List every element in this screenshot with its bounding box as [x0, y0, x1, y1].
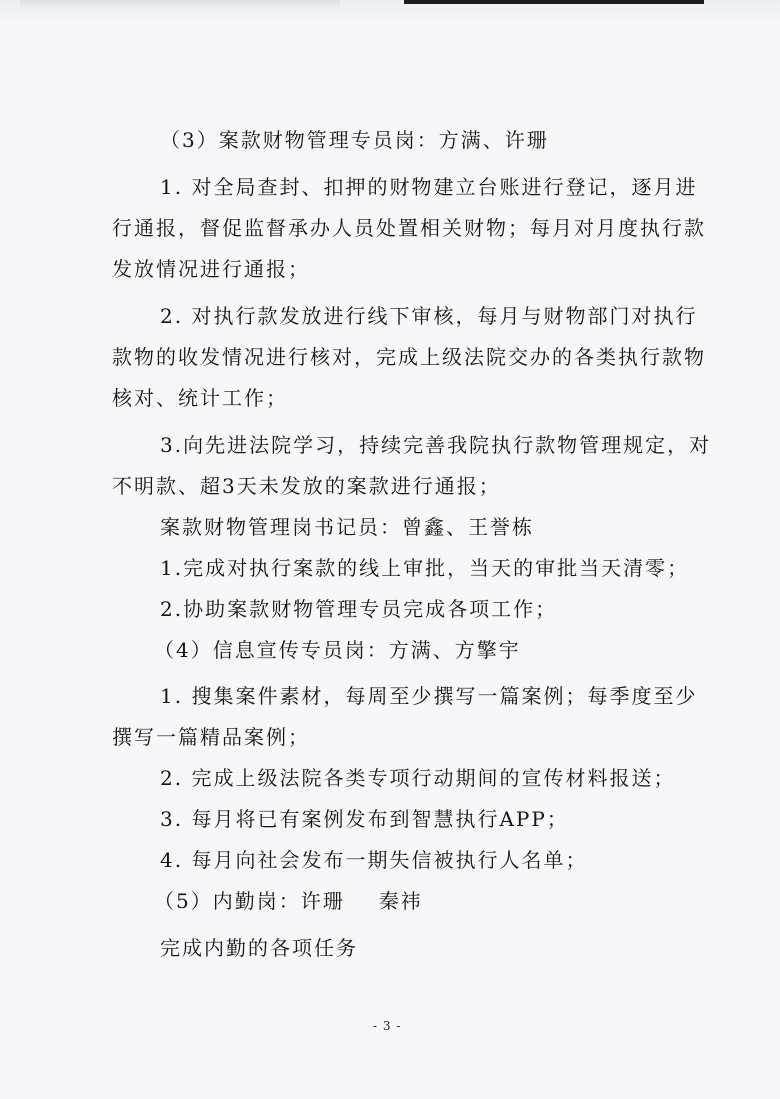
paragraph-line-16: 3. 每月将已有案例发布到智慧执行APP； — [160, 807, 569, 831]
paragraph-line-17: 4. 每月向社会发布一期失信被执行人名单； — [160, 848, 588, 872]
section-heading-5-title: （5）内勤岗：许珊 — [154, 889, 345, 913]
paragraph-line-15: 2. 完成上级法院各类专项行动期间的宣传材料报送； — [160, 766, 676, 790]
paragraph-line-1: 1. 对全局查封、扣押的财物建立台账进行登记，逐月进 — [160, 175, 698, 199]
paragraph-line-8: 不明款、超3天未发放的案款进行通报； — [112, 474, 501, 498]
scan-top-shadow — [20, 0, 340, 10]
section-heading-5 — [154, 885, 423, 917]
paragraph-line-2: 行通报，督促监督承办人员处置相关财物；每月对月度执行款 — [112, 216, 706, 240]
scan-top-edge — [404, 0, 704, 4]
paragraph-line-20: 完成内勤的各项任务 — [160, 936, 358, 960]
paragraph-line-5: 款物的收发情况进行核对，完成上级法院交办的各类执行款物 — [112, 345, 706, 369]
paragraph-line-4: 2. 对执行款发放进行线下审核，每月与财物部门对执行 — [160, 304, 698, 328]
paragraph-line-3: 发放情况进行通报； — [112, 257, 310, 281]
section-heading-4: （4）信息宣传专员岗：方满、方擎宇 — [154, 638, 521, 662]
paragraph-line-6: 核对、统计工作； — [112, 386, 288, 410]
paragraph-line-14: 撰写一篇精品案例； — [112, 725, 310, 749]
section-heading-3: （3）案款财物管理专员岗：方满、许珊 — [160, 128, 549, 152]
page-number: - 3 - — [373, 1019, 402, 1033]
section-heading-5-extra-name: 秦祎 — [378, 889, 423, 913]
paragraph-line-10: 1.完成对执行案款的线上审批，当天的审批当天清零； — [160, 556, 690, 580]
paragraph-line-11: 2.协助案款财物管理专员完成各项工作； — [160, 597, 558, 621]
paragraph-line-13: 1. 搜集案件素材，每周至少撰写一篇案例；每季度至少 — [160, 684, 698, 708]
paragraph-line-7: 3.向先进法院学习，持续完善我院执行款物管理规定，对 — [160, 433, 712, 457]
subsection-heading: 案款财物管理岗书记员：曾鑫、王誉栋 — [160, 515, 534, 539]
